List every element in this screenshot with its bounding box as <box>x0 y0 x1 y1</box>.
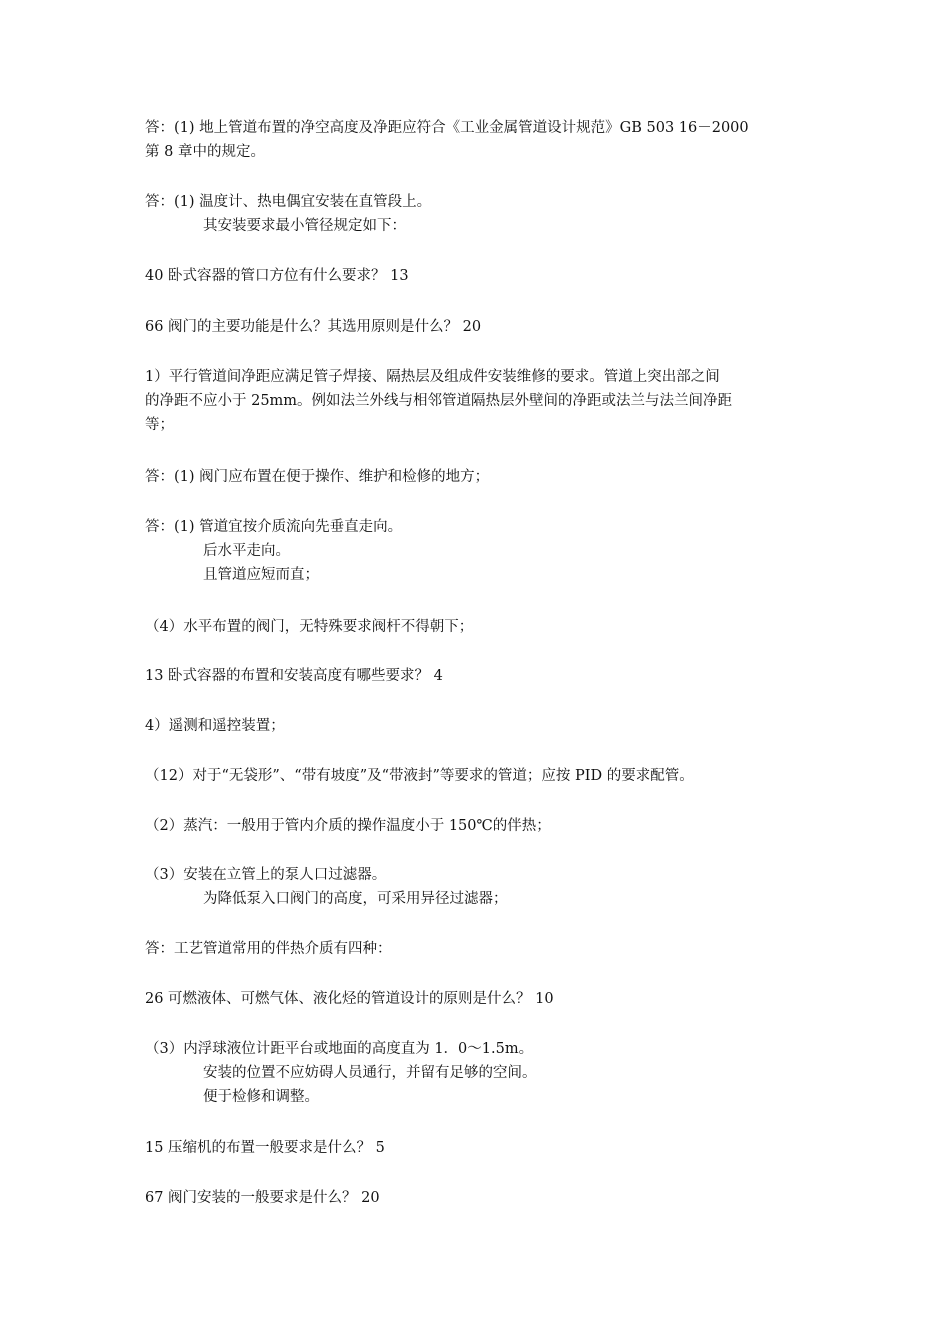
text-line: 等； <box>145 417 174 433</box>
text-line: （3）安装在立管上的泵人口过滤器。 <box>145 867 387 883</box>
text-line: 第 8 章中的规定。 <box>145 144 265 160</box>
paragraph-6 <box>145 465 810 489</box>
paragraph-4 <box>145 315 810 339</box>
text-line: （2）蒸汽：一般用于管内介质的操作温度小于 150℃的伴热； <box>145 818 551 834</box>
text-line: 答：(1) 温度计、热电偶宜安装在直管段上。 <box>145 194 432 210</box>
question-line: 26 可燃液体、可燃气体、液化烃的管道设计的原则是什么？ 10 <box>145 991 554 1007</box>
paragraph-13 <box>145 863 810 911</box>
paragraph-2 <box>145 190 810 238</box>
text-line: （4）水平布置的阀门，无特殊要求阀杆不得朝下； <box>145 619 474 635</box>
text-line-indented: 便于检修和调整。 <box>203 1089 319 1105</box>
paragraph-18 <box>145 1186 810 1210</box>
question-line: 67 阀门安装的一般要求是什么？ 20 <box>145 1190 380 1206</box>
text-line-indented: 后水平走向。 <box>203 543 290 559</box>
text-line-indented: 为降低泵入口阀门的高度，可采用异径过滤器； <box>203 891 508 907</box>
text-line: 答：工艺管道常用的伴热介质有四种： <box>145 941 392 957</box>
text-line: 4）遥测和遥控装置； <box>145 718 285 734</box>
question-line: 13 卧式容器的布置和安装高度有哪些要求？ 4 <box>145 668 443 684</box>
paragraph-16 <box>145 1037 810 1109</box>
text-line: （12）对于“无袋形”、“带有坡度”及“带液封”等要求的管道；应按 PID 的要求配管。 <box>145 768 694 784</box>
question-line: 66 阀门的主要功能是什么？其选用原则是什么？ 20 <box>145 319 482 335</box>
paragraph-5 <box>145 365 810 437</box>
paragraph-12 <box>145 814 810 838</box>
paragraph-17 <box>145 1136 810 1160</box>
paragraph-8 <box>145 615 810 639</box>
text-line-indented: 且管道应短而直； <box>203 567 319 583</box>
question-line: 15 压缩机的布置一般要求是什么？ 5 <box>145 1140 385 1156</box>
text-line: 1）平行管道间净距应满足管子焊接、隔热层及组成件安装维修的要求。管道上突出部之间 <box>145 369 720 385</box>
text-line: 答：(1) 阀门应布置在便于操作、维护和检修的地方； <box>145 469 490 485</box>
paragraph-3 <box>145 264 810 288</box>
text-line: 答：(1) 管道宜按介质流向先垂直走向。 <box>145 519 403 535</box>
paragraph-15 <box>145 987 810 1011</box>
text-line: 的净距不应小于 25mm。例如法兰外线与相邻管道隔热层外壁间的净距或法兰与法兰间净距 <box>145 393 733 409</box>
paragraph-9 <box>145 664 810 688</box>
text-line-indented: 安装的位置不应妨碍人员通行，并留有足够的空间。 <box>203 1065 537 1081</box>
paragraph-7 <box>145 515 810 587</box>
paragraph-14 <box>145 937 810 961</box>
paragraph-1 <box>145 116 810 164</box>
text-line-indented: 其安装要求最小管径规定如下： <box>203 218 406 234</box>
text-line: （3）内浮球液位计距平台或地面的高度直为 1．0～1.5m。 <box>145 1041 534 1057</box>
paragraph-10 <box>145 714 810 738</box>
text-line: 答：(1) 地上管道布置的净空高度及净距应符合《工业金属管道设计规范》GB 503 16－2000 <box>145 120 749 136</box>
question-line: 40 卧式容器的管口方位有什么要求？ 13 <box>145 268 409 284</box>
paragraph-11 <box>145 764 810 788</box>
